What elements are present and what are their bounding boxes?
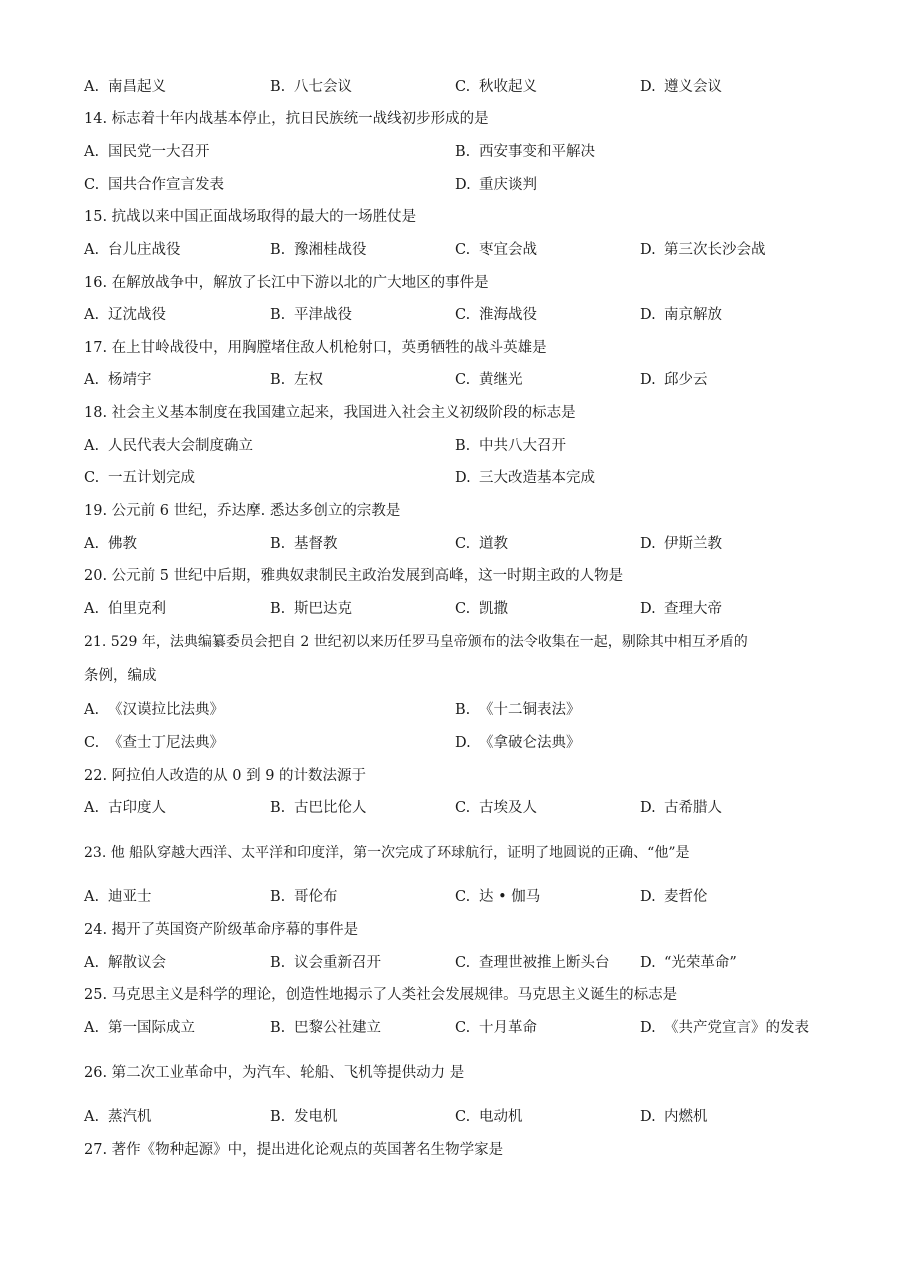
option-text: 《汉谟拉比法典》 — [108, 702, 224, 718]
option-text: 蒸汽机 — [108, 1109, 152, 1125]
option-letter: B. — [270, 889, 286, 905]
option-text: 迪亚士 — [108, 889, 152, 905]
option-text: 发电机 — [294, 1109, 338, 1125]
option-text: 豫湘桂战役 — [294, 242, 367, 258]
option-text: 人民代表大会制度确立 — [108, 438, 253, 454]
option-text: 伯里克利 — [108, 601, 166, 617]
option-letter: D. — [640, 79, 656, 95]
option-letter: B. — [270, 242, 286, 258]
question-23-stem: 23. 他 船队穿越大西洋、太平洋和印度洋，第一次完成了环球航行，证明了地圆说的正确、“他”是 — [84, 845, 690, 861]
question-16-stem: 16. 在解放战争中，解放了长江中下游以北的广大地区的事件是 — [84, 275, 489, 291]
option-letter: D. — [640, 372, 656, 388]
option-text: 古希腊人 — [664, 800, 722, 816]
option-text: 国民党一大召开 — [108, 144, 210, 160]
option-text: 内燃机 — [664, 1109, 708, 1125]
option-23-b — [270, 886, 338, 908]
option-20-a — [84, 598, 166, 620]
option-letter: D. — [640, 536, 656, 552]
option-16-b — [270, 304, 352, 326]
option-24-d — [640, 952, 737, 974]
option-21-a — [84, 699, 224, 721]
option-13-b — [270, 76, 352, 98]
option-text: 第三次长沙会战 — [664, 242, 766, 258]
option-text: 西安事变和平解决 — [479, 144, 595, 160]
option-text: 秋收起义 — [479, 79, 537, 95]
option-letter: A. — [84, 372, 100, 388]
option-text: 遵义会议 — [664, 79, 722, 95]
option-letter: A. — [84, 955, 100, 971]
question-18-stem: 18. 社会主义基本制度在我国建立起来，我国进入社会主义初级阶段的标志是 — [84, 405, 576, 421]
option-text: 淮海战役 — [479, 307, 537, 323]
option-19-b — [270, 533, 338, 555]
question-26-stem: 26. 第二次工业革命中，为汽车、轮船、飞机等提供动力 是 — [84, 1065, 465, 1081]
option-letter: C. — [455, 1109, 471, 1125]
option-text: 巴黎公社建立 — [294, 1020, 381, 1036]
option-25-c — [455, 1017, 537, 1039]
option-text: 达 • 伽马 — [479, 889, 541, 905]
option-text: 《共产党宣言》的发表 — [664, 1020, 809, 1036]
option-letter: D. — [455, 470, 471, 486]
option-text: 古印度人 — [108, 800, 166, 816]
option-letter: B. — [270, 1020, 286, 1036]
option-letter: A. — [84, 1020, 100, 1036]
option-letter: C. — [455, 601, 471, 617]
option-text: 电动机 — [479, 1109, 523, 1125]
option-24-b — [270, 952, 381, 974]
option-22-d — [640, 797, 722, 819]
option-letter: B. — [270, 536, 286, 552]
question-20-stem: 20. 公元前 5 世纪中后期，雅典奴隶制民主政治发展到高峰，这一时期主政的人物是 — [84, 568, 624, 584]
option-text: 中共八大召开 — [479, 438, 566, 454]
option-letter: A. — [84, 438, 100, 454]
option-13-c — [455, 76, 537, 98]
option-18-b — [455, 435, 566, 457]
option-text: 查理大帝 — [664, 601, 722, 617]
option-text: 古埃及人 — [479, 800, 537, 816]
option-letter: B. — [270, 601, 286, 617]
question-15-stem: 15. 抗战以来中国正面战场取得的最大的一场胜仗是 — [84, 209, 417, 225]
question-14-stem: 14. 标志着十年内战基本停止，抗日民族统一战线初步形成的是 — [84, 111, 489, 127]
option-text: 国共合作宣言发表 — [108, 177, 224, 193]
option-23-a — [84, 886, 152, 908]
option-24-a — [84, 952, 166, 974]
option-text: “光荣革命” — [664, 955, 737, 971]
option-letter: C. — [84, 177, 100, 193]
option-letter: D. — [640, 307, 656, 323]
option-letter: D. — [455, 735, 471, 751]
option-26-b — [270, 1106, 338, 1128]
option-24-c — [455, 952, 610, 974]
option-17-a — [84, 369, 152, 391]
option-letter: B. — [270, 955, 286, 971]
option-25-d — [640, 1017, 809, 1039]
question-19-stem: 19. 公元前 6 世纪，乔达摩. 悉达多创立的宗教是 — [84, 503, 401, 519]
option-22-b — [270, 797, 367, 819]
option-25-b — [270, 1017, 381, 1039]
option-letter: D. — [640, 242, 656, 258]
option-text: 八七会议 — [294, 79, 352, 95]
option-letter: C. — [455, 307, 471, 323]
option-letter: C. — [455, 1020, 471, 1036]
option-letter: B. — [455, 144, 471, 160]
option-letter: D. — [640, 601, 656, 617]
option-letter: B. — [270, 1109, 286, 1125]
option-letter: C. — [455, 889, 471, 905]
question-27-stem: 27. 著作《物种起源》中，提出进化论观点的英国著名生物学家是 — [84, 1142, 504, 1158]
option-26-a — [84, 1106, 152, 1128]
option-text: 枣宜会战 — [479, 242, 537, 258]
option-letter: B. — [270, 372, 286, 388]
option-text: 麦哲伦 — [664, 889, 708, 905]
option-letter: D. — [640, 889, 656, 905]
option-text: 佛教 — [108, 536, 137, 552]
option-letter: C. — [84, 735, 100, 751]
question-24-stem: 24. 揭开了英国资产阶级革命序幕的事件是 — [84, 922, 359, 938]
option-letter: D. — [640, 1109, 656, 1125]
option-text: 台儿庄战役 — [108, 242, 181, 258]
option-22-c — [455, 797, 537, 819]
option-21-d — [455, 732, 581, 754]
option-22-a — [84, 797, 166, 819]
option-letter: A. — [84, 79, 100, 95]
option-letter: C. — [455, 955, 471, 971]
option-text: 斯巴达克 — [294, 601, 352, 617]
option-text: 十月革命 — [479, 1020, 537, 1036]
option-letter: C. — [455, 242, 471, 258]
option-letter: A. — [84, 889, 100, 905]
option-15-a — [84, 239, 181, 261]
option-text: 左权 — [294, 372, 323, 388]
option-14-a — [84, 141, 210, 163]
option-23-c — [455, 886, 540, 908]
option-letter: B. — [455, 438, 471, 454]
option-letter: A. — [84, 800, 100, 816]
option-letter: A. — [84, 144, 100, 160]
option-18-c — [84, 467, 195, 489]
option-letter: A. — [84, 702, 100, 718]
option-13-d — [640, 76, 722, 98]
option-text: 议会重新召开 — [294, 955, 381, 971]
option-14-d — [455, 174, 537, 196]
option-letter: C. — [455, 800, 471, 816]
option-letter: A. — [84, 601, 100, 617]
option-16-d — [640, 304, 722, 326]
option-16-a — [84, 304, 166, 326]
option-text: 邱少云 — [664, 372, 708, 388]
option-18-a — [84, 435, 253, 457]
option-letter: D. — [640, 800, 656, 816]
option-23-d — [640, 886, 708, 908]
option-14-b — [455, 141, 595, 163]
question-25-stem: 25. 马克思主义是科学的理论，创造性地揭示了人类社会发展规律。马克思主义诞生的标志是 — [84, 987, 678, 1003]
option-16-c — [455, 304, 537, 326]
option-19-c — [455, 533, 508, 555]
option-text: 哥伦布 — [294, 889, 338, 905]
option-text: 重庆谈判 — [479, 177, 537, 193]
option-17-c — [455, 369, 523, 391]
option-25-a — [84, 1017, 195, 1039]
option-letter: D. — [455, 177, 471, 193]
option-text: 《十二铜表法》 — [479, 702, 581, 718]
option-text: 黄继光 — [479, 372, 523, 388]
option-text: 《查士丁尼法典》 — [108, 735, 224, 751]
option-letter: B. — [455, 702, 471, 718]
option-20-c — [455, 598, 508, 620]
option-19-d — [640, 533, 722, 555]
option-letter: D. — [640, 955, 656, 971]
option-text: 解散议会 — [108, 955, 166, 971]
option-text: 查理世被推上断头台 — [479, 955, 610, 971]
option-20-b — [270, 598, 352, 620]
option-text: 第一国际成立 — [108, 1020, 195, 1036]
option-14-c — [84, 174, 224, 196]
option-text: 基督教 — [294, 536, 338, 552]
option-26-d — [640, 1106, 708, 1128]
option-17-d — [640, 369, 708, 391]
option-17-b — [270, 369, 323, 391]
option-text: 平津战役 — [294, 307, 352, 323]
option-text: 南昌起义 — [108, 79, 166, 95]
question-21-stem: 21. 529 年，法典编纂委员会把自 2 世纪初以来历任罗马皇帝颁布的法令收集在一起，剔除其中相互矛盾的 — [84, 634, 748, 650]
option-letter: B. — [270, 79, 286, 95]
option-letter: A. — [84, 1109, 100, 1125]
option-26-c — [455, 1106, 523, 1128]
option-letter: C. — [455, 79, 471, 95]
option-21-b — [455, 699, 581, 721]
option-15-b — [270, 239, 367, 261]
option-text: 南京解放 — [664, 307, 722, 323]
question-21-stem-cont: 条例，编成 — [84, 668, 157, 684]
option-text: 道教 — [479, 536, 508, 552]
option-letter: A. — [84, 242, 100, 258]
option-text: 一五计划完成 — [108, 470, 195, 486]
option-15-c — [455, 239, 537, 261]
option-text: 杨靖宇 — [108, 372, 152, 388]
option-19-a — [84, 533, 137, 555]
option-text: 《拿破仑法典》 — [479, 735, 581, 751]
option-letter: D. — [640, 1020, 656, 1036]
option-letter: C. — [455, 536, 471, 552]
question-17-stem: 17. 在上甘岭战役中，用胸膛堵住敌人机枪射口，英勇牺牲的战斗英雄是 — [84, 340, 547, 356]
option-text: 三大改造基本完成 — [479, 470, 595, 486]
option-21-c — [84, 732, 224, 754]
option-18-d — [455, 467, 595, 489]
option-letter: A. — [84, 307, 100, 323]
option-letter: C. — [84, 470, 100, 486]
option-text: 古巴比伦人 — [294, 800, 367, 816]
option-13-a — [84, 76, 166, 98]
option-letter: B. — [270, 307, 286, 323]
question-22-stem: 22. 阿拉伯人改造的从 0 到 9 的计数法源于 — [84, 768, 367, 784]
option-letter: B. — [270, 800, 286, 816]
option-letter: C. — [455, 372, 471, 388]
option-letter: A. — [84, 536, 100, 552]
option-text: 辽沈战役 — [108, 307, 166, 323]
option-text: 凯撒 — [479, 601, 508, 617]
option-text: 伊斯兰教 — [664, 536, 722, 552]
option-20-d — [640, 598, 722, 620]
option-15-d — [640, 239, 766, 261]
